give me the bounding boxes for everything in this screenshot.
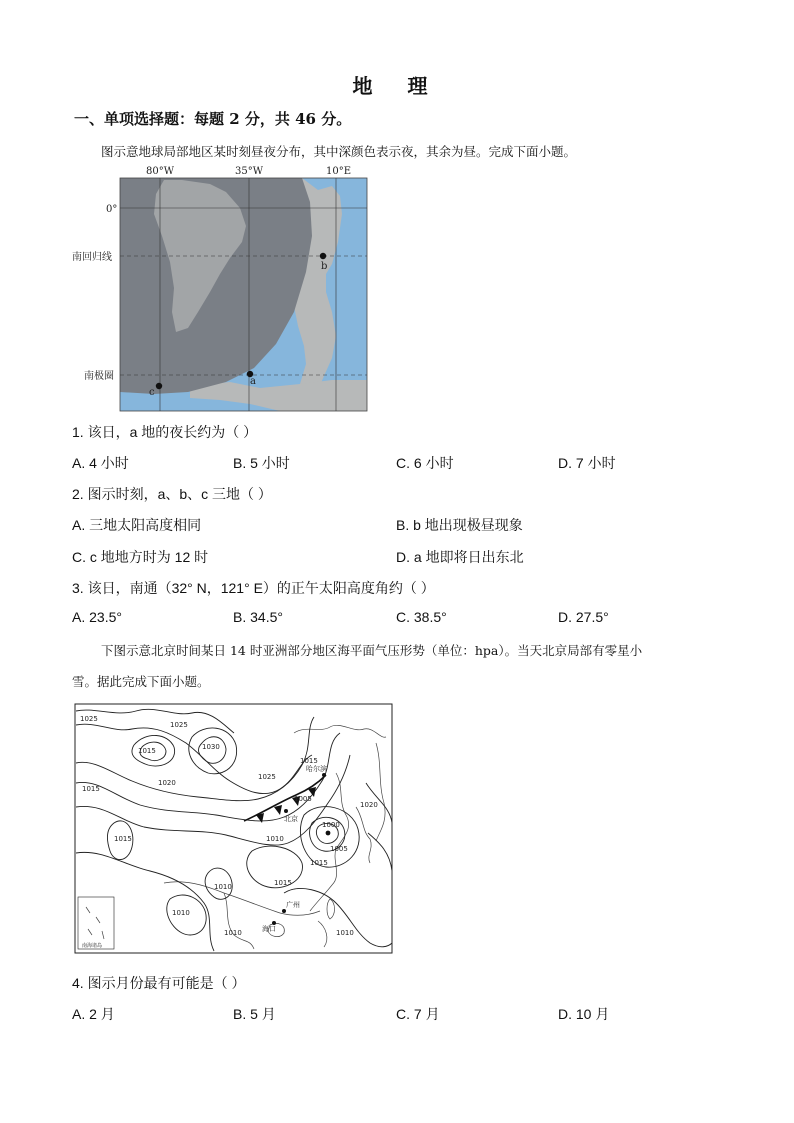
beijing-dot (284, 809, 288, 813)
intro-text-1: 图示意地球局部地区某时刻昼夜分布，其中深颜色表示夜，其余为昼。完成下面小题。 (101, 144, 577, 159)
question-4-stem: 4. 图示月份最有可能是（ ） (72, 975, 246, 991)
q2-option-a: A. 三地太阳高度相同 (72, 517, 202, 533)
q3-option-d: D. 27.5° (558, 609, 609, 625)
inset-label: 南海诸岛 (82, 943, 103, 949)
isobar-value: 1020 (360, 801, 378, 809)
lat-label-equator: 0° (106, 204, 118, 215)
q1-option-b: B. 5 小时 (233, 455, 290, 471)
q3-option-b: B. 34.5° (233, 609, 283, 625)
point-c-label: c (149, 387, 155, 398)
lon-label-10e: 10°E (326, 166, 352, 177)
q2-option-d: D. a 地即将日出东北 (396, 549, 524, 565)
point-b (320, 253, 326, 259)
isobar-value: 1025 (80, 715, 98, 723)
q3-option-a: A. 23.5° (72, 609, 122, 625)
intro-text-2-line-2: 雪。据此完成下面小题。 (72, 674, 210, 689)
lat-label-tropic: 南回归线 (72, 252, 112, 263)
q1-option-a: A. 4 小时 (72, 455, 129, 471)
guangzhou-dot (282, 909, 286, 913)
isobar-value: 1015 (138, 747, 156, 755)
daynight-map (70, 162, 380, 417)
page-title: 地 理 (352, 74, 442, 98)
place-label-beijing: 北京 (284, 815, 298, 823)
isobar-value: 1020 (158, 779, 176, 787)
isobar-value: 1015 (274, 879, 292, 887)
isobar-value: 1010 (172, 909, 190, 917)
isobar-value: 1010 (214, 883, 232, 891)
q4-option-b: B. 5 月 (233, 1006, 276, 1022)
lon-label-80w: 80°W (146, 166, 175, 177)
isobar-value: 1010 (266, 835, 284, 843)
question-2-stem: 2. 图示时刻，a、b、c 三地（ ） (72, 486, 272, 502)
q4-option-d: D. 10 月 (558, 1006, 610, 1022)
south-sea-inset (78, 897, 114, 949)
place-label-haikou: 海口 (262, 925, 276, 933)
point-c (156, 383, 162, 389)
intro-text-2-line-1: 下图示意北京时间某日 14 时亚洲部分地区海平面气压形势（单位：hpa）。当天北京局部有零星小 (101, 643, 643, 658)
isobar-value: 1005 (330, 845, 348, 853)
point-a-label: a (250, 376, 256, 387)
q4-option-c: C. 7 月 (396, 1006, 440, 1022)
harbin-dot (322, 773, 326, 777)
lon-label-35w: 35°W (235, 166, 264, 177)
question-3-stem: 3. 该日，南通（32° N，121° E）的正午太阳高度角约（ ） (72, 580, 435, 596)
q1-option-d: D. 7 小时 (558, 455, 616, 471)
q2-option-b: B. b 地出现极昼现象 (396, 517, 523, 533)
point-b-label: b (321, 261, 328, 272)
lat-label-polar: 南极圈 (84, 371, 114, 382)
isobar-value: 1010 (224, 929, 242, 937)
isobar-value: 1015 (114, 835, 132, 843)
isobar-value: 1010 (336, 929, 354, 937)
place-label-harbin: 哈尔滨 (306, 765, 327, 773)
question-1-stem: 1. 该日，a 地的夜长约为（ ） (72, 424, 258, 440)
isobar-value: 1025 (170, 721, 188, 729)
isobar-value: 1025 (258, 773, 276, 781)
q4-option-a: A. 2 月 (72, 1006, 115, 1022)
low-pressure-center (326, 831, 331, 836)
isobar-value: 1015 (82, 785, 100, 793)
isobar-value: 1000 (322, 821, 340, 829)
isobar-value: 1030 (202, 743, 220, 751)
q3-option-c: C. 38.5° (396, 609, 447, 625)
q2-option-c: C. c 地地方时为 12 时 (72, 549, 209, 565)
isobar-map-frame (75, 704, 392, 953)
q1-option-c: C. 6 小时 (396, 455, 454, 471)
section-heading: 一、单项选择题：每题 2 分，共 46 分。 (74, 110, 352, 128)
place-label-guangzhou: 广州 (286, 901, 300, 909)
isobar-value: 1015 (300, 757, 318, 765)
isobar-value: 1005 (294, 795, 312, 803)
isobar-map (74, 703, 394, 955)
isobar-value: 1015 (310, 859, 328, 867)
